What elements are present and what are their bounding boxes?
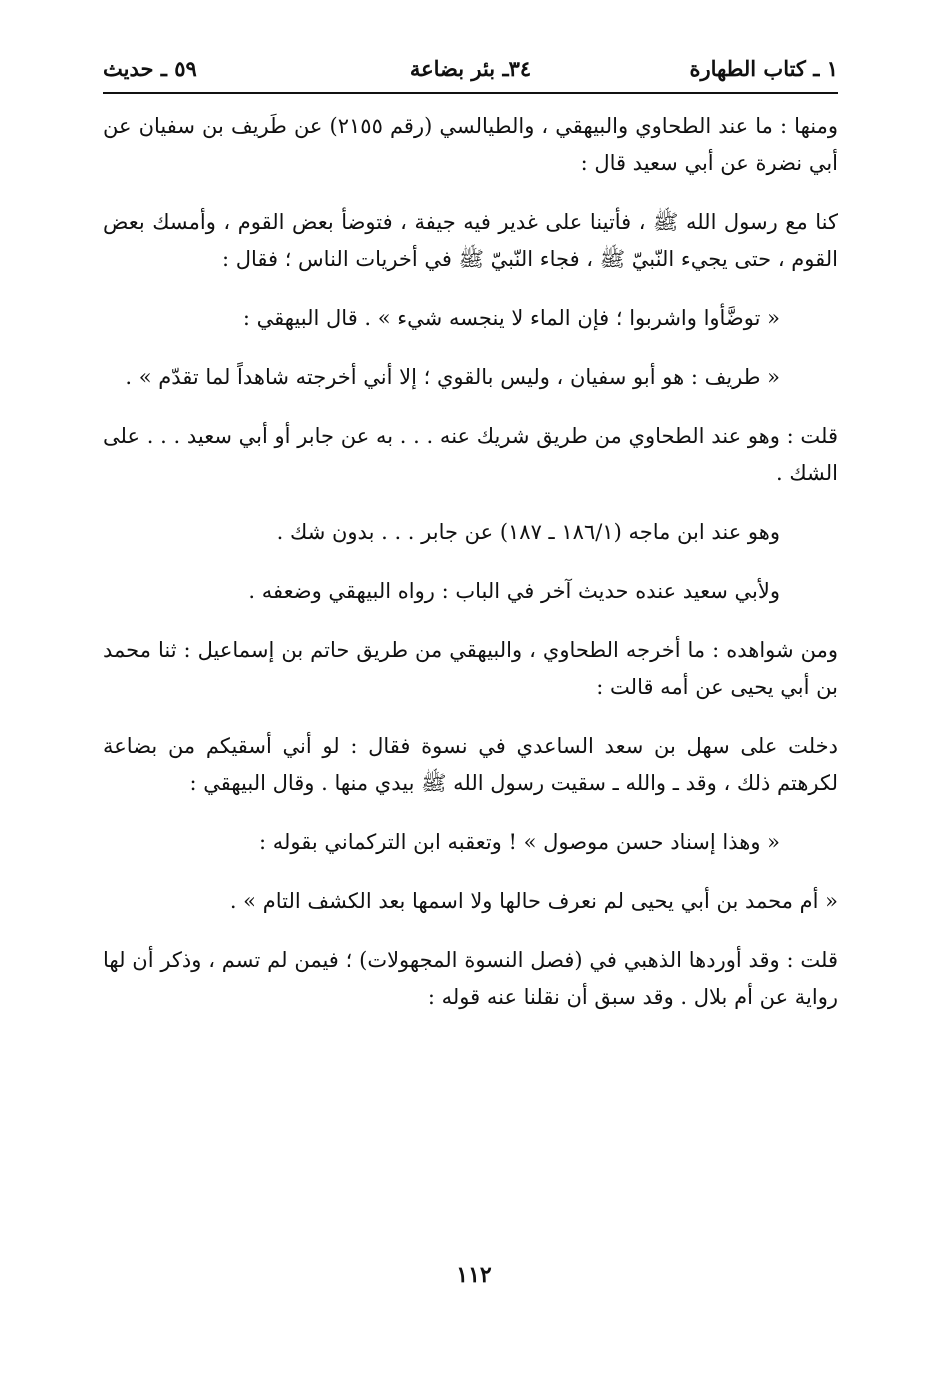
page-number: ١١٢	[456, 1262, 492, 1288]
hadith-text: كنا مع رسول الله ﷺ ، فأتينا على غدير فيه جيفة ، فتوضأ بعض القوم ، وأمسك بعض القوم ، حتى يجيء النّبيّ ﷺ ، فجاء النّبيّ ﷺ في أخريات الناس ؛ فقال :	[103, 210, 838, 271]
header-chapter-title: ٣٤ـ بئر بضاعة	[409, 56, 532, 81]
header-divider	[103, 92, 838, 94]
quote: « طريف : هو أبو سفيان ، وليس بالقوي ؛ إلا أني أخرجته شاهداً لما تقدّم » .	[125, 365, 780, 389]
hadith-text: دخلت على سهل بن سعد الساعدي في نسوة فقال : لو أني أسقيكم من بضاعة لكرهتم ذلك ، وقد ـ والله ـ سقيت رسول الله ﷺ بيدي منها . وقال البيهقي :	[103, 734, 838, 795]
header-hadith-number: ٥٩ ـ حديث	[103, 56, 197, 81]
page-body	[103, 108, 838, 1038]
paragraph: قلت : وقد أوردها الذهبي في (فصل النسوة المجهولات) ؛ فيمن لم تسم ، وذكر أن لها رواية عن أم بلال . وقد سبق أن نقلنا عنه قوله :	[103, 948, 838, 1009]
quote: « وهذا إسناد حسن موصول » ! وتعقبه ابن التركماني بقوله :	[259, 830, 780, 854]
quote: « توضَّأوا واشربوا ؛ فإن الماء لا ينجسه شيء » . قال البيهقي :	[242, 306, 780, 330]
quote: « أم محمد بن أبي يحيى لم نعرف حالها ولا اسمها بعد الكشف التام » .	[229, 889, 838, 913]
header-book-title: ١ ـ كتاب الطهارة	[689, 56, 838, 81]
running-header	[103, 52, 838, 92]
paragraph: ومنها : ما عند الطحاوي والبيهقي ، والطيالسي (رقم ٢١٥٥) عن طَريف بن سفيان عن أبي نضرة عن أبي سعيد قال :	[103, 114, 838, 175]
paragraph: وهو عند ابن ماجه (١٨٦/١ ـ ١٨٧) عن جابر . . . بدون شك .	[276, 520, 780, 544]
paragraph: قلت : وهو عند الطحاوي من طريق شريك عنه . . . به عن جابر أو أبي سعيد . . . على الشك .	[103, 424, 838, 485]
paragraph: ومن شواهده : ما أخرجه الطحاوي ، والبيهقي من طريق حاتم بن إسماعيل : ثنا محمد بن أبي يحيى عن أمه قالت :	[103, 638, 838, 699]
paragraph: ولأبي سعيد عنده حديث آخر في الباب : رواه البيهقي وضعفه .	[248, 579, 780, 603]
